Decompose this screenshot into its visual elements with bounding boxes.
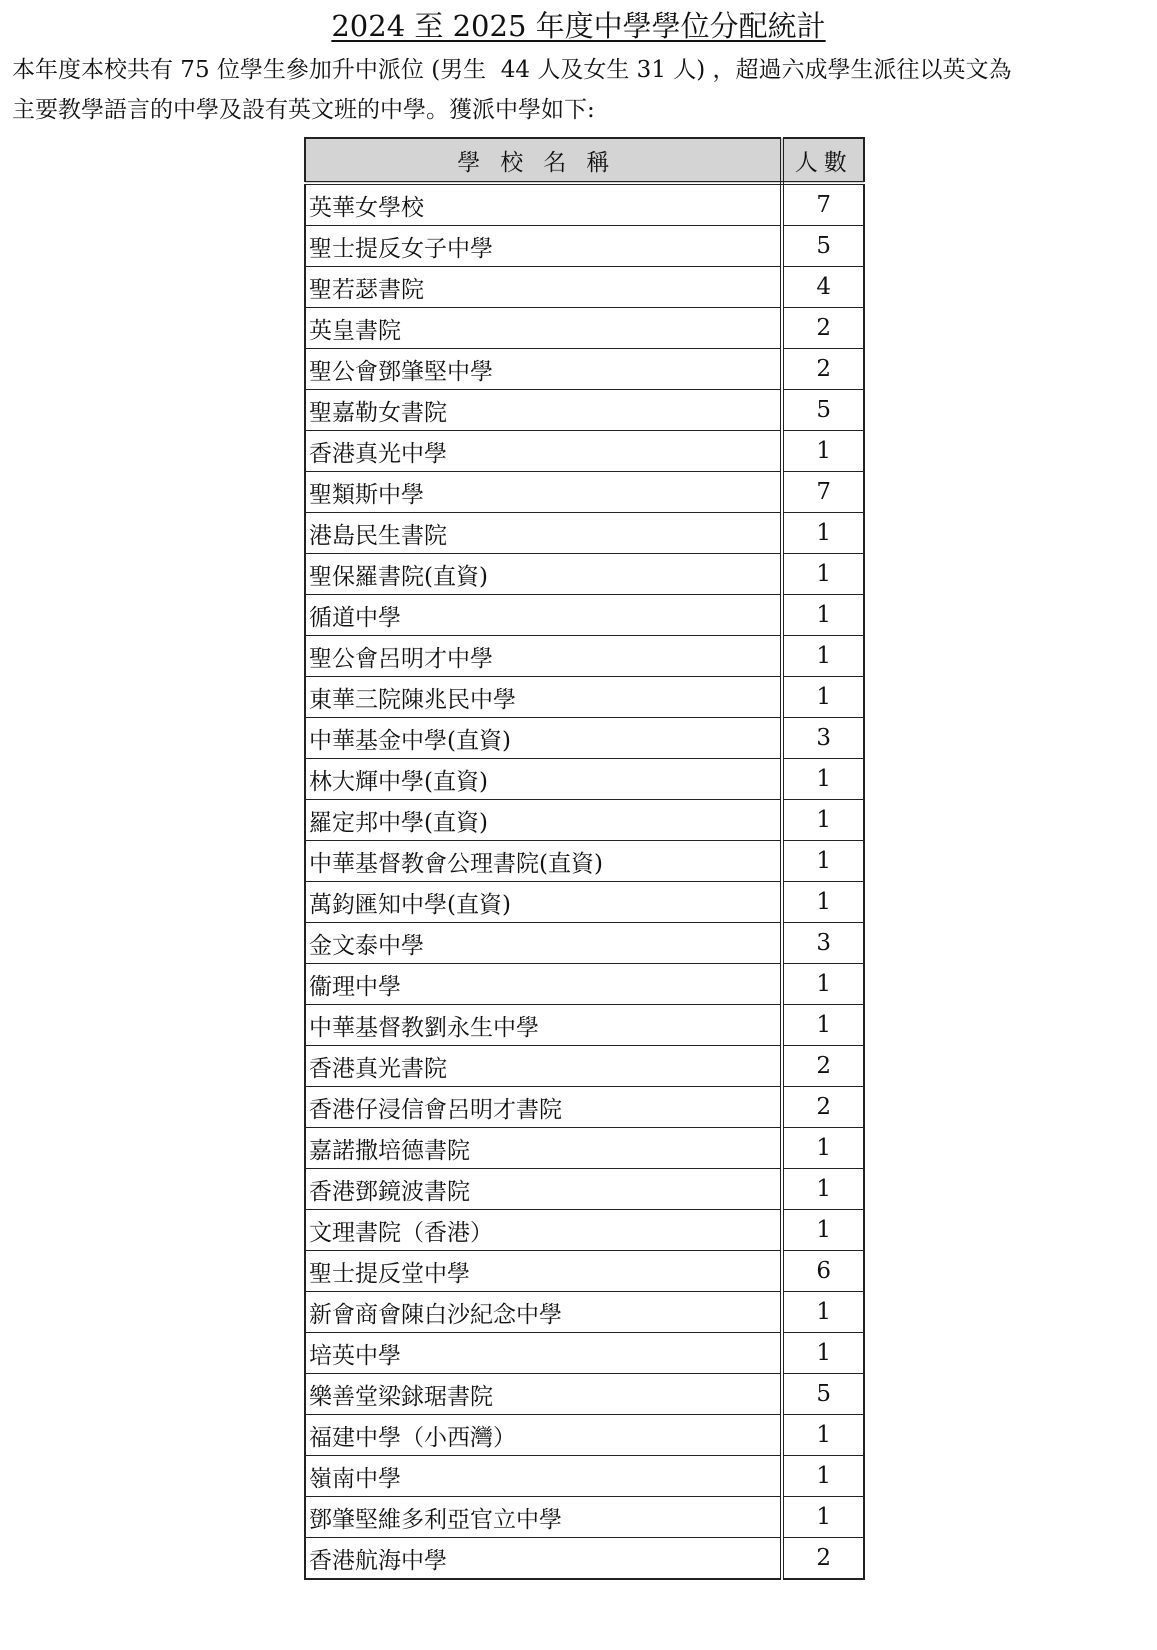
table-row [305, 677, 864, 718]
school-name-cell: 香港航海中學 [305, 1538, 782, 1580]
student-count-cell: 6 [782, 1251, 864, 1292]
intro-line-2: 主要教學語言的中學及設有英文班的中學。獲派中學如下: [12, 97, 595, 123]
school-name-cell: 嘉諾撒培德書院 [305, 1128, 782, 1169]
student-count-cell: 1 [782, 800, 864, 841]
table-row [305, 841, 864, 882]
table-row [305, 882, 864, 923]
student-count-cell: 1 [782, 1497, 864, 1538]
table-row [305, 759, 864, 800]
student-count-cell: 1 [782, 1456, 864, 1497]
intro-line-1: 本年度本校共有 75 位學生參加升中派位 (男生 44 人及女生 31 人) ，超過六成學生派往以英文為 [12, 57, 1012, 83]
student-count-cell: 1 [782, 1128, 864, 1169]
school-name-header: 學校名稱 [305, 138, 782, 183]
table-row [305, 349, 864, 390]
table-row [305, 923, 864, 964]
table-row [305, 1456, 864, 1497]
student-count-cell: 7 [782, 472, 864, 513]
school-name-cell: 東華三院陳兆民中學 [305, 677, 782, 718]
school-name-cell: 文理書院（香港） [305, 1210, 782, 1251]
table-row [305, 513, 864, 554]
school-name-cell: 英華女學校 [305, 183, 782, 226]
school-name-cell: 聖公會呂明才中學 [305, 636, 782, 677]
count-header: 人數 [782, 138, 864, 183]
table-row [305, 226, 864, 267]
student-count-cell: 2 [782, 349, 864, 390]
student-count-cell: 5 [782, 1374, 864, 1415]
table-row [305, 1497, 864, 1538]
table-row [305, 1128, 864, 1169]
table-row [305, 636, 864, 677]
student-count-cell: 2 [782, 308, 864, 349]
student-count-cell: 1 [782, 595, 864, 636]
table-row [305, 1210, 864, 1251]
school-name-cell: 循道中學 [305, 595, 782, 636]
school-name-cell: 中華基金中學(直資) [305, 718, 782, 759]
student-count-cell: 2 [782, 1046, 864, 1087]
school-name-cell: 聖類斯中學 [305, 472, 782, 513]
table-row [305, 472, 864, 513]
table-row [305, 554, 864, 595]
table-row [305, 183, 864, 226]
school-name-cell: 金文泰中學 [305, 923, 782, 964]
student-count-cell: 5 [782, 390, 864, 431]
student-count-cell: 3 [782, 718, 864, 759]
school-name-cell: 香港鄧鏡波書院 [305, 1169, 782, 1210]
table-row [305, 1292, 864, 1333]
school-name-cell: 香港真光中學 [305, 431, 782, 472]
table-body [305, 183, 864, 1579]
school-name-cell: 鄧肇堅維多利亞官立中學 [305, 1497, 782, 1538]
school-name-cell: 萬鈞匯知中學(直資) [305, 882, 782, 923]
student-count-cell: 1 [782, 1415, 864, 1456]
student-count-cell: 3 [782, 923, 864, 964]
table-row [305, 1005, 864, 1046]
table-row [305, 267, 864, 308]
student-count-cell: 1 [782, 1292, 864, 1333]
school-name-cell: 聖士提反女子中學 [305, 226, 782, 267]
school-name-cell: 香港仔浸信會呂明才書院 [305, 1087, 782, 1128]
table-row [305, 1046, 864, 1087]
table-header-row [305, 138, 864, 183]
student-count-cell: 1 [782, 841, 864, 882]
table-row [305, 800, 864, 841]
student-count-cell: 7 [782, 183, 864, 226]
table-row [305, 964, 864, 1005]
student-count-cell: 4 [782, 267, 864, 308]
intro-paragraph [12, 50, 1152, 130]
allocation-table [304, 137, 865, 1580]
student-count-cell: 1 [782, 1333, 864, 1374]
school-name-cell: 林大輝中學(直資) [305, 759, 782, 800]
student-count-cell: 1 [782, 513, 864, 554]
table-row [305, 1415, 864, 1456]
table-row [305, 1333, 864, 1374]
table-row [305, 390, 864, 431]
student-count-cell: 1 [782, 759, 864, 800]
school-name-cell: 中華基督教劉永生中學 [305, 1005, 782, 1046]
student-count-cell: 2 [782, 1538, 864, 1580]
school-name-cell: 聖公會鄧肇堅中學 [305, 349, 782, 390]
school-name-cell: 聖嘉勒女書院 [305, 390, 782, 431]
school-name-cell: 樂善堂梁銶琚書院 [305, 1374, 782, 1415]
school-name-cell: 培英中學 [305, 1333, 782, 1374]
table-row [305, 308, 864, 349]
school-name-cell: 中華基督教會公理書院(直資) [305, 841, 782, 882]
school-name-cell: 新會商會陳白沙紀念中學 [305, 1292, 782, 1333]
table-row [305, 1087, 864, 1128]
student-count-cell: 1 [782, 636, 864, 677]
student-count-cell: 5 [782, 226, 864, 267]
school-name-cell: 福建中學（小西灣） [305, 1415, 782, 1456]
school-name-cell: 嶺南中學 [305, 1456, 782, 1497]
table-row [305, 1251, 864, 1292]
school-name-cell: 香港真光書院 [305, 1046, 782, 1087]
school-name-cell: 港島民生書院 [305, 513, 782, 554]
table-row [305, 431, 864, 472]
table-row [305, 718, 864, 759]
page-title: 2024 至 2025 年度中學學位分配統計 [331, 9, 826, 43]
student-count-cell: 2 [782, 1087, 864, 1128]
school-name-cell: 羅定邦中學(直資) [305, 800, 782, 841]
student-count-cell: 1 [782, 964, 864, 1005]
school-name-cell: 聖士提反堂中學 [305, 1251, 782, 1292]
table-row [305, 595, 864, 636]
student-count-cell: 1 [782, 677, 864, 718]
student-count-cell: 1 [782, 431, 864, 472]
school-name-cell: 英皇書院 [305, 308, 782, 349]
school-name-cell: 聖保羅書院(直資) [305, 554, 782, 595]
table-row [305, 1538, 864, 1580]
school-name-cell: 聖若瑟書院 [305, 267, 782, 308]
student-count-cell: 1 [782, 1005, 864, 1046]
student-count-cell: 1 [782, 1169, 864, 1210]
student-count-cell: 1 [782, 882, 864, 923]
allocation-table-container [304, 137, 865, 1580]
student-count-cell: 1 [782, 554, 864, 595]
student-count-cell: 1 [782, 1210, 864, 1251]
table-row [305, 1169, 864, 1210]
school-name-cell: 衞理中學 [305, 964, 782, 1005]
table-row [305, 1374, 864, 1415]
